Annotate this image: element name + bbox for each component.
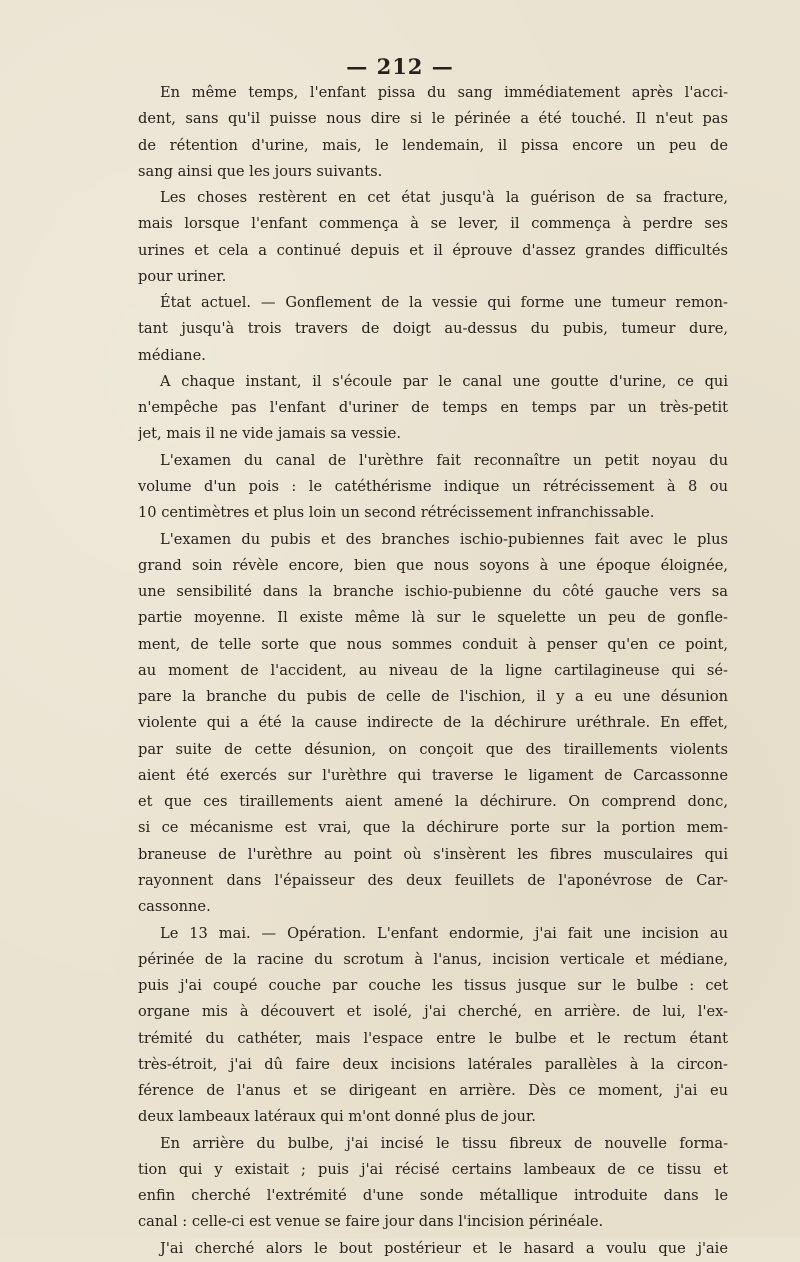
text-line: au moment de l'accident, au niveau de la ligne cartilagineuse qui sé- [138,661,728,679]
text-line: périnée de la racine du scrotum à l'anus, incision verticale et médiane, [138,950,728,968]
text-line: tant jusqu'à trois travers de doigt au-dessus du pubis, tumeur dure, [138,320,728,338]
text-line: puis j'ai coupé couche par couche les tissus jusque sur le bulbe : cet [138,977,728,995]
text-line: rayonnent dans l'épaisseur des deux feuillets de l'aponévrose de Car- [138,871,728,889]
text-line: aient été exercés sur l'urèthre qui traverse le ligament de Carcassonne [138,766,728,784]
text-line: pour uriner. [138,267,227,285]
text-line: cassonne. [138,898,211,916]
text-line: 10 centimètres et plus loin un second rétrécissement infranchissable. [138,504,655,522]
text-line: J'ai cherché alors le bout postérieur et le hasard a voulu que j'aie [160,1239,728,1257]
text-line: si ce mécanisme est vrai, que la déchirure porte sur la portion mem- [138,819,728,837]
page-number: — 212 — [346,54,454,79]
text-line: sang ainsi que les jours suivants. [138,162,383,180]
text-line: L'examen du canal de l'urèthre fait reconnaître un petit noyau du [160,451,728,469]
text-line: une sensibilité dans la branche ischio-pubienne du côté gauche vers sa [138,583,728,601]
text-line: En même temps, l'enfant pissa du sang immédiatement après l'acci- [160,84,728,101]
text-line: de rétention d'urine, mais, le lendemain, il pissa encore un peu de [138,136,728,154]
text-line: pare la branche du pubis de celle de l'ischion, il y a eu une désunion [138,688,728,706]
text-line: urines et cela a continué depuis et il éprouve d'assez grandes difficultés [138,241,728,259]
text-line: très-étroit, j'ai dû faire deux incisions latérales parallèles à la circon- [138,1055,728,1073]
text-line: canal : celle-ci est venue se faire jour dans l'incision périnéale. [138,1213,604,1231]
text-line: L'examen du pubis et des branches ischio-pubiennes fait avec le plus [160,530,728,548]
text-line: grand soin révèle encore, bien que nous soyons à une époque éloignée, [138,556,728,574]
text-line: En arrière du bulbe, j'ai incisé le tissu fibreux de nouvelle forma- [160,1134,728,1152]
text-line: enfin cherché l'extrémité d'une sonde métallique introduite dans le [138,1187,728,1205]
text-line: trémité du cathéter, mais l'espace entre le bulbe et le rectum étant [138,1029,728,1047]
text-line: par suite de cette désunion, on conçoit que des tiraillements violents [138,740,728,758]
text-line: ment, de telle sorte que nous sommes conduit à penser qu'en ce point, [138,635,728,653]
text-line: A chaque instant, il s'écoule par le canal une goutte d'urine, ce qui [160,372,728,390]
text-line: jet, mais il ne vide jamais sa vessie. [138,425,402,443]
text-line: État actuel. — Gonflement de la vessie qui forme une tumeur remon- [160,294,728,312]
text-body [138,80,728,1262]
text-line: et que ces tiraillements aient amené la déchirure. On comprend donc, [138,793,728,811]
text-line: organe mis à découvert et isolé, j'ai cherché, en arrière. de lui, l'ex- [138,1003,728,1021]
text-line: partie moyenne. Il existe même là sur le squelette un peu de gonfle- [138,609,728,627]
text-line: dent, sans qu'il puisse nous dire si le périnée a été touché. Il n'eut pas [138,110,728,128]
text-line: tion qui y existait ; puis j'ai récisé certains lambeaux de ce tissu et [138,1160,728,1178]
text-line: violente qui a été la cause indirecte de la déchirure uréthrale. En effet, [138,714,728,732]
text-line: Les choses restèrent en cet état jusqu'à la guérison de sa fracture, [160,189,728,207]
text-line: volume d'un pois : le catéthérisme indique un rétrécissement à 8 ou [138,477,728,495]
text-line: médiane. [138,346,206,364]
text-line: Le 13 mai. — Opération. L'enfant endormie, j'ai fait une incision au [160,924,728,942]
text-line: mais lorsque l'enfant commença à se lever, il commença à perdre ses [138,215,728,233]
text-line: braneuse de l'urèthre au point où s'insèrent les fibres musculaires qui [138,845,728,863]
text-line: deux lambeaux latéraux qui m'ont donné plus de jour. [138,1108,536,1126]
text-line: n'empêche pas l'enfant d'uriner de temps en temps par un très-petit [138,399,728,417]
text-line: férence de l'anus et se dirigeant en arrière. Dès ce moment, j'ai eu [138,1082,728,1100]
